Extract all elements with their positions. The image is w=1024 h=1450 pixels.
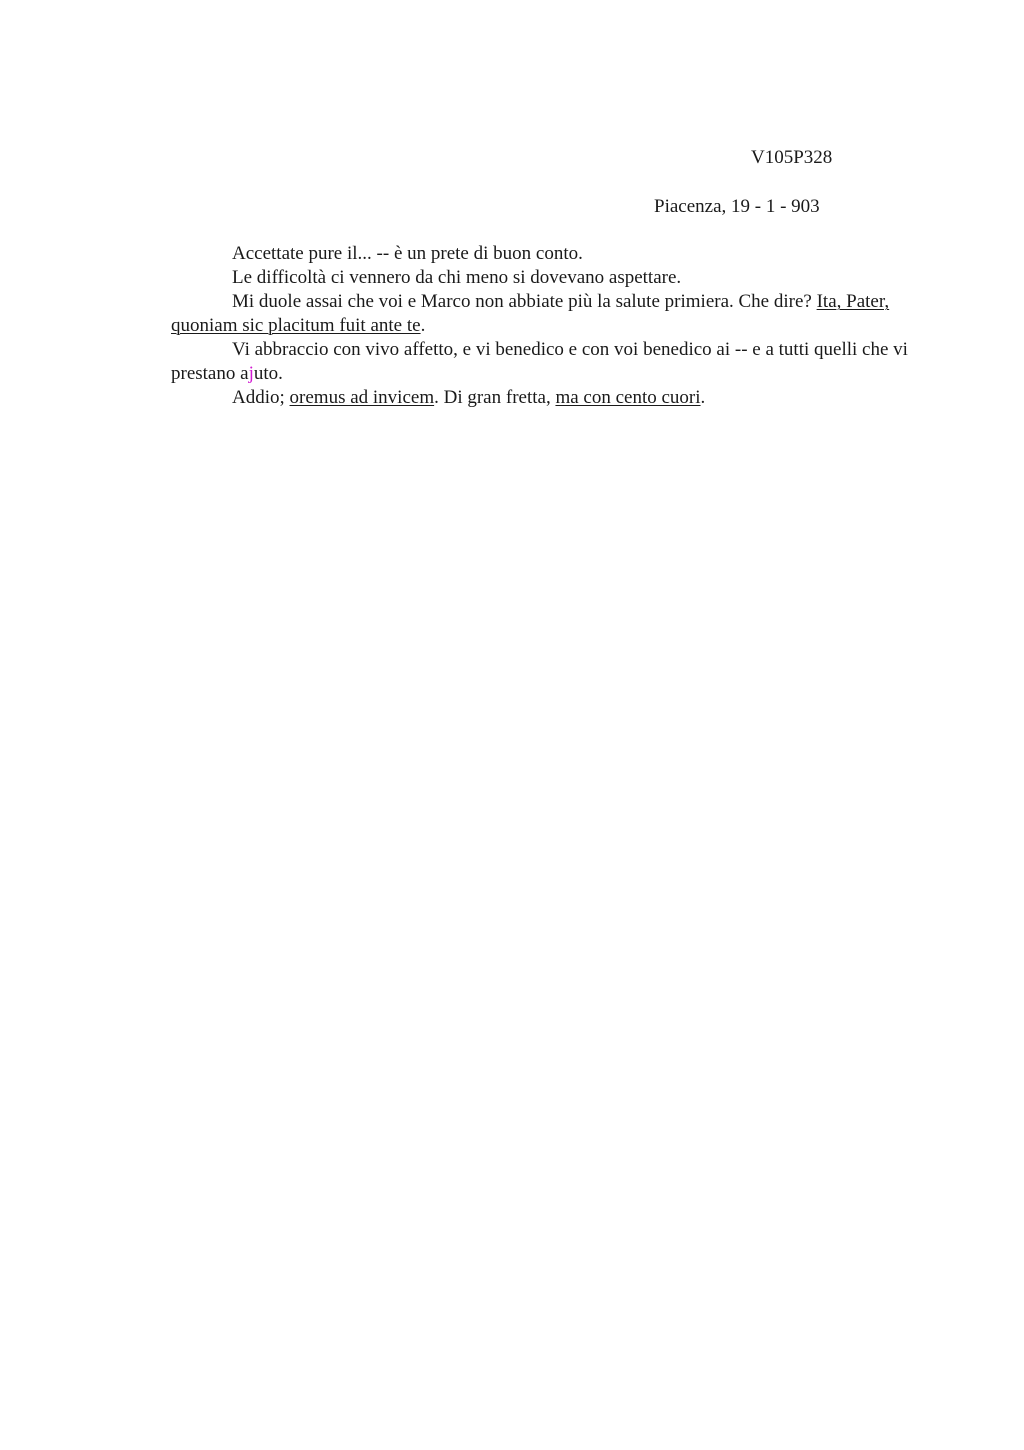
paragraph-1-text: Accettate pure il... -- è un prete di buon conto. [232, 243, 583, 264]
paragraph-4-text: Vi abbraccio con vivo affetto, e vi benedico e con voi benedico ai -- e a tutti quelli che vi prestano a [171, 339, 908, 384]
latin-quote-underlined: Ita, Pater, quoniam sic placitum fuit ante te [171, 291, 890, 336]
paragraph-5-end: . [700, 387, 706, 408]
document-reference: V105P328 [751, 147, 833, 168]
correction-highlight: j [248, 363, 254, 384]
paragraph-2-text: Le difficoltà ci vennero da chi meno si dovevano aspettare. [232, 267, 682, 288]
place-date: Piacenza, 19 - 1 - 903 [654, 196, 820, 217]
closing-phrase-underlined: ma con cento cuori [555, 387, 701, 408]
paragraph-5-start: Addio; [232, 387, 290, 408]
paragraph-4 [171, 338, 916, 386]
paragraph-2 [171, 266, 916, 290]
paragraph-4-end: uto. [253, 363, 283, 384]
letter-body [171, 242, 916, 410]
latin-phrase-underlined: oremus ad invicem [289, 387, 435, 408]
paragraph-3-text: Mi duole assai che voi e Marco non abbiate più la salute primiera. Che dire? [232, 291, 817, 312]
paragraph-3-end: . [420, 315, 426, 336]
paragraph-5-middle: . Di gran fretta, [434, 387, 556, 408]
paragraph-1 [171, 242, 916, 266]
paragraph-3 [171, 290, 916, 338]
paragraph-5 [171, 386, 916, 410]
